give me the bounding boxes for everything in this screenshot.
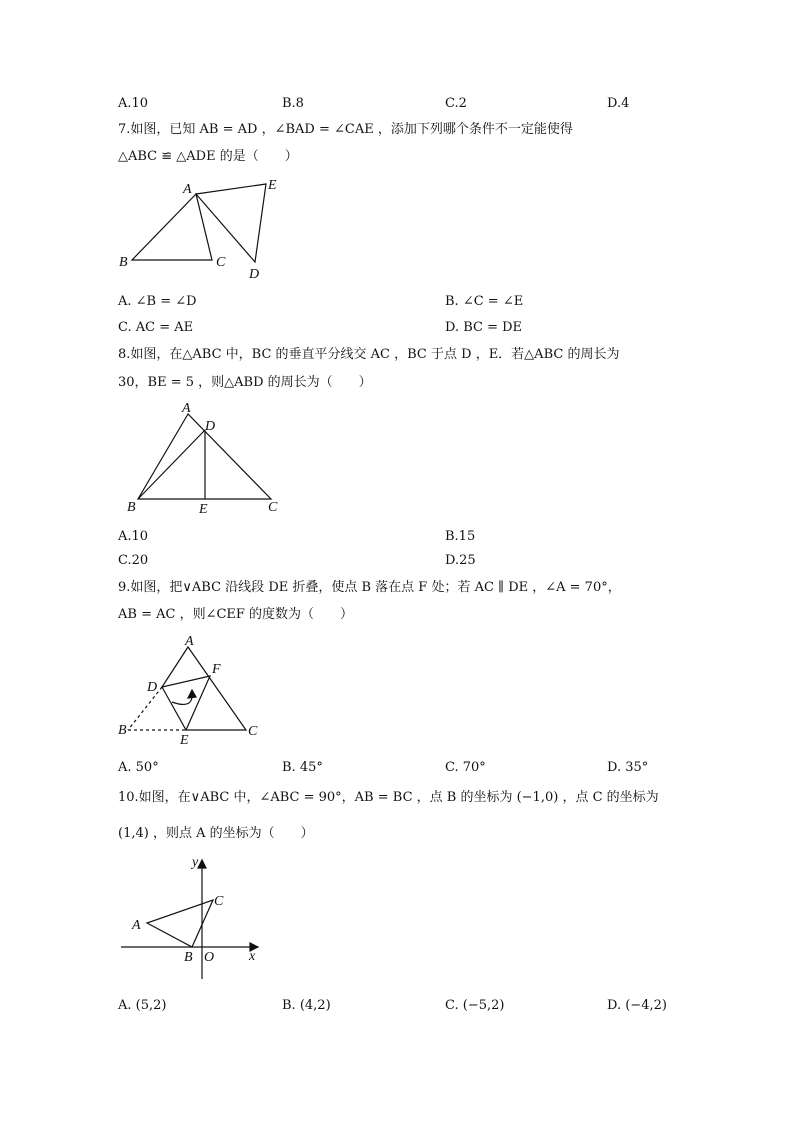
q9-folded-triangle	[162, 676, 210, 730]
q9-option-b: B. 45°	[282, 760, 323, 775]
q8-label-b: B	[127, 500, 136, 515]
q10-stem-line2: (1,4) ，则点 A 的坐标为（ ）	[118, 826, 314, 841]
q6-option-c: C.2	[445, 96, 467, 111]
q10-figure	[118, 852, 278, 982]
q7-label-c: C	[216, 255, 226, 270]
q10-label-a: A	[132, 918, 141, 933]
q8-figure	[118, 398, 298, 520]
q9-stem-line2: AB = AC ，则∠CEF 的度数为（ ）	[118, 607, 354, 622]
q9-label-f: F	[212, 662, 221, 677]
q7-label-e: E	[268, 178, 277, 193]
q7-triangle-abc	[132, 194, 212, 260]
q7-stem-line1: 7.如图，已知 AB = AD ，∠BAD = ∠CAE ，添加下列哪个条件不一定能使得	[118, 122, 573, 137]
q8-option-a: A.10	[118, 529, 149, 544]
q7-figure	[110, 172, 300, 284]
q9-label-a: A	[185, 634, 194, 649]
q8-label-d: D	[205, 419, 216, 434]
q10-label-x: x	[249, 949, 256, 964]
q10-option-a: A. (5,2)	[118, 998, 167, 1013]
q9-option-d: D. 35°	[607, 760, 649, 775]
q8-stem-line1: 8.如图，在△ABC 中，BC 的垂直平分线交 AC ，BC 于点 D ，E．若△ABC 的周长为	[118, 347, 620, 362]
q9-option-a: A. 50°	[118, 760, 159, 775]
q7-triangle-ade	[196, 184, 266, 262]
q9-label-d: D	[147, 680, 158, 695]
q7-option-b: B. ∠C = ∠E	[445, 294, 524, 309]
q8-option-d: D.25	[445, 553, 476, 568]
q8-option-b: B.15	[445, 529, 476, 544]
q7-option-a: A. ∠B = ∠D	[118, 294, 197, 309]
q10-label-y: y	[192, 855, 199, 870]
q10-option-b: B. (4,2)	[282, 998, 331, 1013]
q7-label-b: B	[119, 255, 128, 270]
q8-label-a: A	[182, 401, 191, 416]
q7-label-a: A	[183, 182, 192, 197]
q9-label-c: C	[248, 724, 258, 739]
q6-option-d: D.4	[607, 96, 630, 111]
q8-stem-line2: 30，BE = 5 ，则△ABD 的周长为（ ）	[118, 375, 372, 390]
q8-label-c: C	[268, 500, 278, 515]
q10-label-c: C	[214, 894, 224, 909]
q8-label-e: E	[199, 502, 208, 517]
q10-triangle-abc	[147, 900, 213, 947]
q10-label-b: B	[184, 950, 193, 965]
q10-y-arrow	[198, 860, 206, 868]
q9-label-b: B	[118, 723, 127, 738]
q9-arrow-head	[188, 690, 196, 698]
q7-option-d: D. BC = DE	[445, 320, 523, 335]
q7-label-d: D	[249, 267, 260, 282]
q6-option-b: B.8	[282, 96, 304, 111]
q9-stem-line1: 9.如图，把∨ABC 沿线段 DE 折叠，使点 B 落在点 F 处；若 AC ∥ DE ，∠A = 70°，	[118, 580, 621, 595]
q8-option-c: C.20	[118, 553, 149, 568]
q9-figure	[116, 630, 276, 748]
q7-option-c: C. AC = AE	[118, 320, 194, 335]
q9-option-c: C. 70°	[445, 760, 486, 775]
q10-stem-line1: 10.如图，在∨ABC 中，∠ABC = 90°，AB = BC ，点 B 的坐标为 (−1,0) ，点 C 的坐标为	[118, 790, 659, 805]
q10-option-c: C. (−5,2)	[445, 998, 505, 1013]
q8-segment-bd	[138, 430, 205, 499]
q10-option-d: D. (−4,2)	[607, 998, 667, 1013]
q6-option-a: A.10	[118, 96, 149, 111]
q10-label-o: O	[204, 950, 215, 965]
q9-label-e: E	[180, 733, 189, 748]
q7-stem-line2: △ABC ≌ △ADE 的是（ ）	[118, 149, 298, 164]
